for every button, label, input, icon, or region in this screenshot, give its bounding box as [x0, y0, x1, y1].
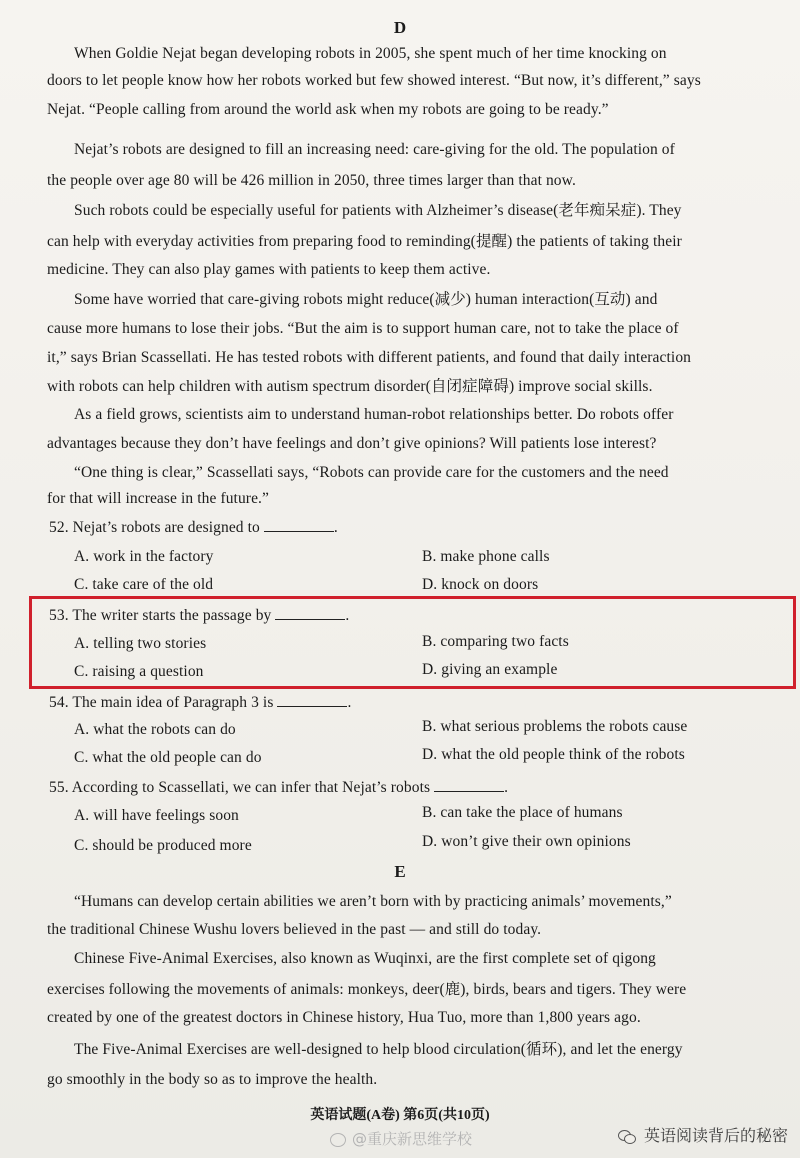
question-52-option-c: C. take care of the old	[74, 576, 214, 593]
question-53-option-c: C. raising a question	[74, 663, 204, 680]
passage-d-line: Such robots could be especially useful for patients with Alzheimer’s disease(老年痴呆症). They	[74, 202, 682, 219]
section-e-title: E	[394, 862, 406, 881]
answer-blank	[264, 517, 334, 532]
passage-d-line: the people over age 80 will be 426 million in 2050, three times larger than that now.	[47, 172, 576, 189]
question-55-option-b: B. can take the place of humans	[422, 804, 623, 821]
passage-e-line: exercises following the movements of animals: monkeys, deer(鹿), birds, bears and tigers. They were	[47, 981, 687, 998]
answer-blank	[434, 777, 504, 792]
question-53-option-d: D. giving an example	[422, 661, 558, 678]
passage-d-line: for that will increase in the future.”	[47, 490, 270, 507]
question-54-option-c: C. what the old people can do	[74, 749, 262, 766]
passage-e-line: The Five-Animal Exercises are well-designed to help blood circulation(循环), and let the energy	[74, 1041, 683, 1058]
weibo-watermark: @重庆新思维学校	[330, 1128, 472, 1149]
passage-d-line: medicine. They can also play games with patients to keep them active.	[47, 261, 491, 278]
passage-d-line: with robots can help children with autism spectrum disorder(自闭症障碍) improve social skills.	[47, 378, 653, 395]
passage-d-line: When Goldie Nejat began developing robots in 2005, she spent much of her time knocking on	[74, 45, 667, 62]
passage-d-line: Nejat’s robots are designed to fill an increasing need: care-giving for the old. The population of	[74, 141, 675, 158]
question-52-option-a: A. work in the factory	[74, 548, 214, 565]
passage-d-line: Nejat. “People calling from around the world ask when my robots are going to be ready.”	[47, 101, 609, 118]
question-55-option-c: C. should be produced more	[74, 837, 252, 854]
wechat-watermark: 英语阅读背后的秘密	[618, 1123, 788, 1146]
question-53-highlight-box	[29, 596, 796, 689]
question-54-option-d: D. what the old people think of the robots	[422, 746, 685, 763]
passage-e-line: Chinese Five-Animal Exercises, also known as Wuqinxi, are the first complete set of qigong	[74, 950, 656, 967]
question-53-stem: 53. The writer starts the passage by .	[49, 607, 350, 624]
passage-d-line: can help with everyday activities from preparing food to reminding(提醒) the patients of taking their	[47, 233, 682, 250]
weibo-icon	[330, 1133, 346, 1147]
passage-e-line: go smoothly in the body so as to improve the health.	[47, 1071, 378, 1088]
passage-d-line: advantages because they don’t have feelings and don’t give opinions? Will patients lose interest?	[47, 435, 657, 452]
passage-d-line: cause more humans to lose their jobs. “But the aim is to support human care, not to take the place of	[47, 320, 679, 337]
question-52-stem: 52. Nejat’s robots are designed to .	[49, 519, 338, 536]
passage-d-line: As a field grows, scientists aim to understand human-robot relationships better. Do robots offer	[74, 406, 674, 423]
passage-e-line: “Humans can develop certain abilities we aren’t born with by practicing animals’ movements,”	[74, 893, 672, 910]
passage-d-line: “One thing is clear,” Scassellati says, “Robots can provide care for the customers and the need	[74, 464, 669, 481]
passage-e-line: created by one of the greatest doctors in Chinese history, Hua Tuo, more than 1,800 years ago.	[47, 1009, 641, 1026]
question-55-option-d: D. won’t give their own opinions	[422, 833, 631, 850]
question-55-stem: 55. According to Scassellati, we can infer that Nejat’s robots .	[49, 779, 509, 796]
question-53-option-a: A. telling two stories	[74, 635, 207, 652]
passage-e-line: the traditional Chinese Wushu lovers believed in the past — and still do today.	[47, 921, 542, 938]
question-52-option-b: B. make phone calls	[422, 548, 550, 565]
section-d-title: D	[393, 18, 407, 37]
answer-blank	[277, 692, 347, 707]
page-footer: 英语试题(A卷) 第6页(共10页)	[310, 1108, 490, 1123]
question-55-option-a: A. will have feelings soon	[74, 807, 239, 824]
question-53-option-b: B. comparing two facts	[422, 633, 569, 650]
passage-d-line: doors to let people know how her robots worked but few showed interest. “But now, it’s different,” says	[47, 72, 701, 89]
passage-d-line: Some have worried that care-giving robots might reduce(减少) human interaction(互动) and	[74, 291, 658, 308]
question-54-option-a: A. what the robots can do	[74, 721, 236, 738]
question-52-option-d: D. knock on doors	[422, 576, 539, 593]
question-54-option-b: B. what serious problems the robots cause	[422, 718, 688, 735]
question-54-stem: 54. The main idea of Paragraph 3 is .	[49, 694, 352, 711]
wechat-icon	[618, 1130, 636, 1144]
passage-d-line: it,” says Brian Scassellati. He has tested robots with different patients, and found that daily interaction	[47, 349, 692, 366]
